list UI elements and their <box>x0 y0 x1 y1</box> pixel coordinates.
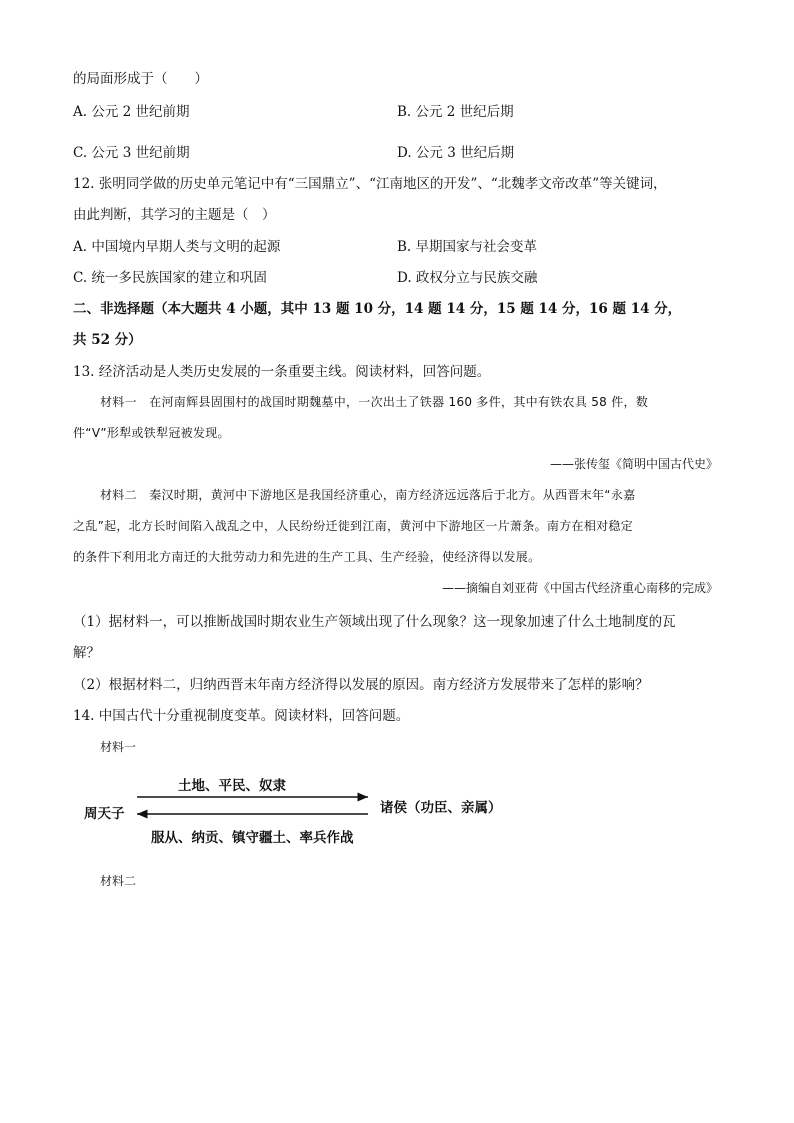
q13-subquestion2: （2）根据材料二，归纳西晋末年南方经济得以发展的原因。南方经济方发展带来了怎样的影响？ <box>73 677 649 693</box>
q12-stem-line2: 由此判断，其学习的主题是（ ） <box>73 207 276 223</box>
q13-material2-line1: 材料二 秦汉时期，黄河中下游地区是我国经济重心，南方经济远远落后于北方。从西晋末年“永嘉 <box>100 488 636 502</box>
q11-option-c: C. 公元 3 世纪前期 <box>73 145 190 161</box>
section2-heading-line2: 共 52 分） <box>73 332 142 348</box>
q12-option-a: A. 中国境内早期人类与文明的起源 <box>73 239 281 255</box>
q13-material1-source: ——张传玺《简明中国古代史》 <box>549 457 718 471</box>
q13-material2-source: ——摘编自刘亚荷《中国古代经济重心南移的完成》 <box>441 581 718 595</box>
q14-material1-label: 材料一 <box>100 740 137 754</box>
diagram-left-node: 周天子 <box>84 806 125 822</box>
q12-option-c: C. 统一多民族国家的建立和巩固 <box>73 270 267 286</box>
section2-heading-line1: 二、非选择题（本大题共 4 小题，其中 13 题 10 分，14 题 14 分，15 题 14 分，16 题 14 分， <box>73 301 682 317</box>
q11-stem-tail: 的局面形成于（ ） <box>73 71 208 87</box>
q13-subquestion1-line2: 解？ <box>73 645 100 661</box>
q13-intro: 13. 经济活动是人类历史发展的一条重要主线。阅读材料，回答问题。 <box>73 364 491 380</box>
q14-material2-label: 材料二 <box>100 874 137 888</box>
q11-option-a: A. 公元 2 世纪前期 <box>73 104 190 120</box>
q11-option-b: B. 公元 2 世纪后期 <box>397 104 514 120</box>
q13-material1-line1: 材料一 在河南辉县固围村的战国时期魏墓中，一次出土了铁器 160 多件，其中有铁农具 58 件，数 <box>100 395 649 409</box>
q12-stem-line1: 12. 张明同学做的历史单元笔记中有“三国鼎立”、“江南地区的开发”、“北魏孝文帝改革”等关键词， <box>73 176 667 192</box>
q13-material1-line2: 件“V”形犁或铁犁冠被发现。 <box>73 426 230 440</box>
q13-material2-line2: 之乱”起，北方长时间陷入战乱之中，人民纷纷迁徙到江南，黄河中下游地区一片萧条。南方在相对稳定 <box>73 519 634 533</box>
diagram-right-node: 诸侯（功臣、亲属） <box>380 800 502 816</box>
q12-option-d: D. 政权分立与民族交融 <box>397 270 538 286</box>
q13-material2-line3: 的条件下利用北方南迁的大批劳动力和先进的生产工具、生产经验，使经济得以发展。 <box>73 550 541 564</box>
q12-option-b: B. 早期国家与社会变革 <box>397 239 538 255</box>
diagram-top-label: 土地、平民、奴隶 <box>178 778 286 794</box>
diagram-bottom-label: 服从、纳贡、镇守疆土、率兵作战 <box>151 830 354 846</box>
q14-intro: 14. 中国古代十分重视制度变革。阅读材料，回答问题。 <box>73 708 410 724</box>
q13-subquestion1-line1: （1）据材料一，可以推断战国时期农业生产领域出现了什么现象？这一现象加速了什么土地制度的瓦 <box>73 614 676 630</box>
q11-option-d: D. 公元 3 世纪后期 <box>397 145 515 161</box>
